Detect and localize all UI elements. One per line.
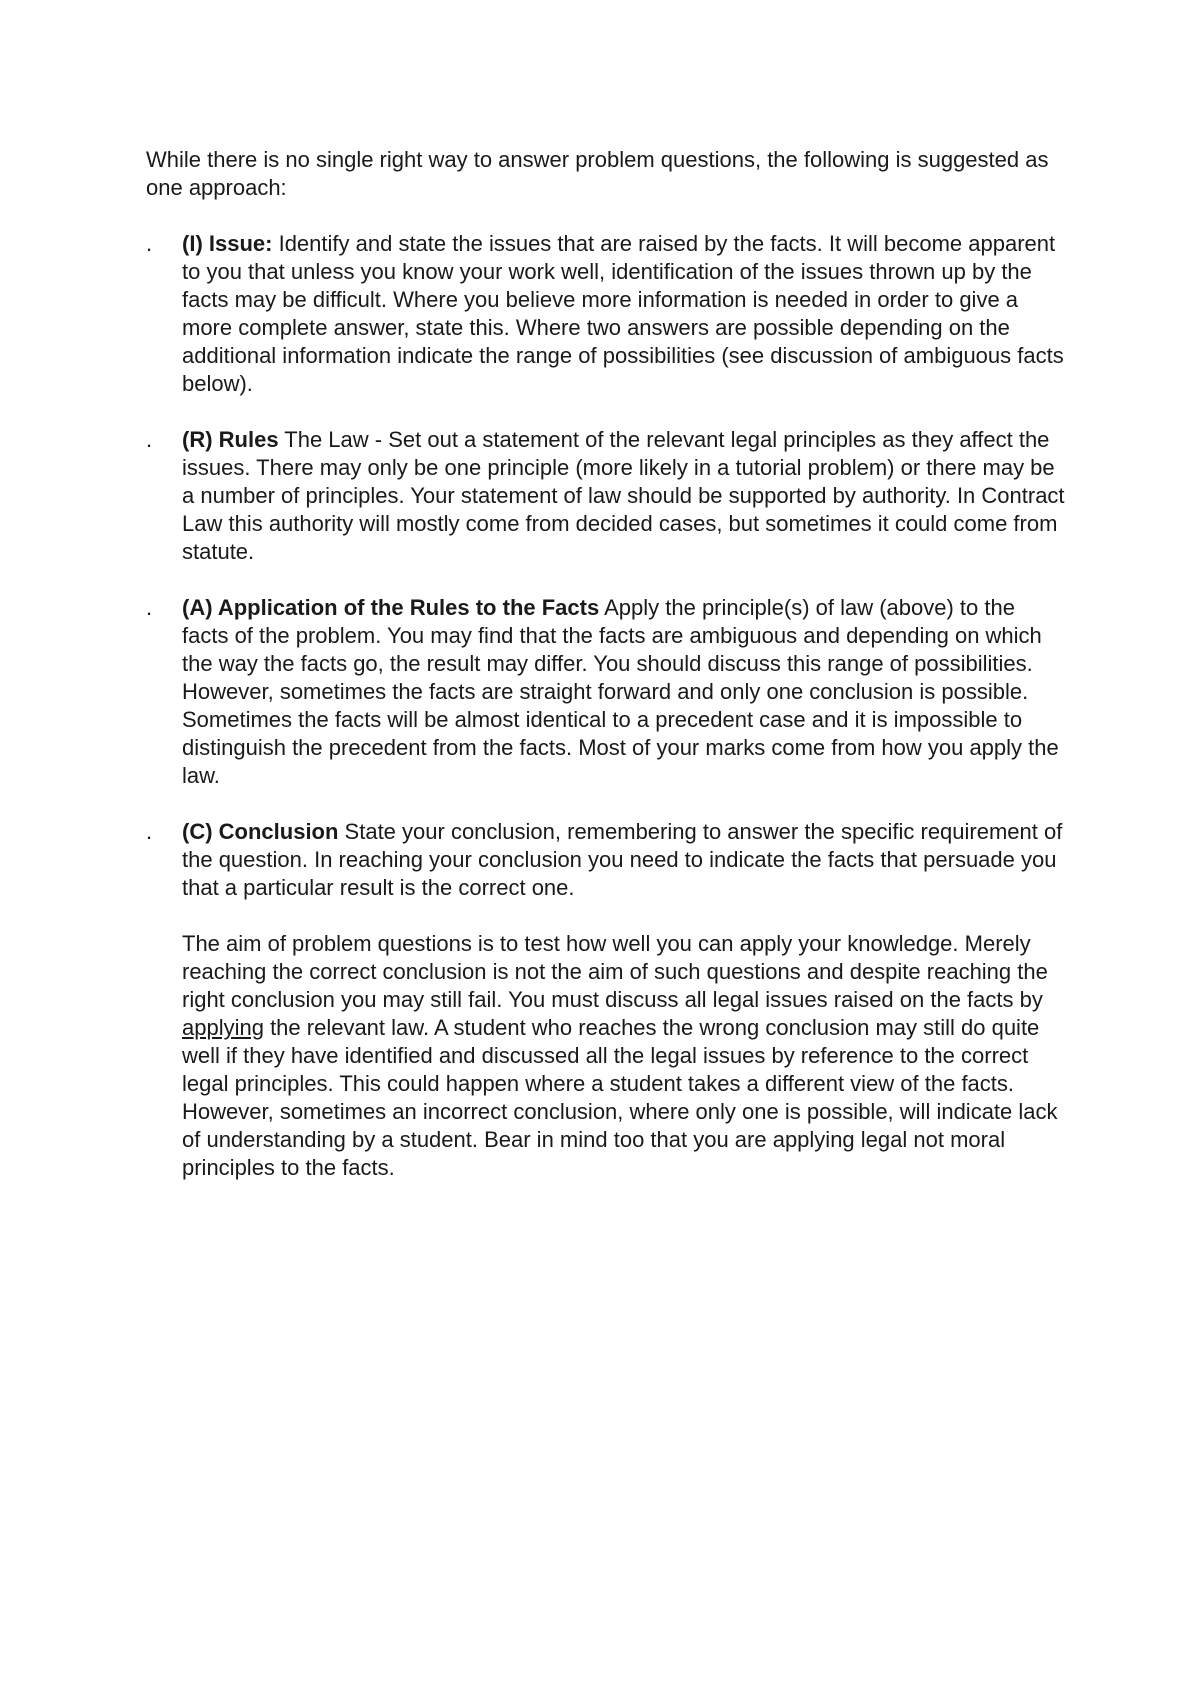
underlined-word: applying [182,1015,264,1040]
item-text-conclusion: State your conclusion, remembering to answer the specific requirement of the question. In reaching your conclusion you need to indicate the facts that persuade you that a particular result is the correct one. [182,819,1063,900]
list-item-conclusion [146,818,1066,902]
item-title-application: (A) Application of the Rules to the Facts [182,595,600,620]
list-bullet: . [146,231,153,256]
list-item-issue [146,230,1066,398]
closing-text-end: the relevant law. A student who reaches the wrong conclusion may still do quite well if they have identified and discussed all the legal issues by reference to the correct legal principles. This could happen where a student takes a different view of the facts. However, sometimes an incorrect conclusion, where only one is possible, will indicate lack of understanding by a student. Bear in mind too that you are applying legal not moral principles to the facts. [182,1015,1058,1180]
item-text-issue: Identify and state the issues that are raised by the facts. It will become apparent to you that unless you know your work well, identification of the issues thrown up by the facts may be difficult. Where you believe more information is needed in order to give a more complete answer, state this. Where two answers are possible depending on the additional information indicate the range of possibilities (see discussion of ambiguous facts below). [182,231,1064,396]
item-title-rules: (R) Rules [182,427,279,452]
list-bullet: . [146,819,153,844]
item-title-conclusion: (C) Conclusion [182,819,339,844]
list-bullet: . [146,427,153,452]
list-item-rules [146,426,1066,566]
document-body [146,146,1066,1182]
list-item-application [146,594,1066,790]
item-text-application: Apply the principle(s) of law (above) to the facts of the problem. You may find that the facts are ambiguous and depending on which the way the facts go, the result may differ. You should discuss this range of possibilities. However, sometimes the facts are straight forward and only one conclusion is possible. Sometimes the facts will be almost identical to a precedent case and it is impossible to distinguish the precedent from the facts. Most of your marks come from how you apply the law. [182,595,1059,788]
intro-paragraph: While there is no single right way to answer problem questions, the following is suggested as one approach: [146,147,1049,200]
item-text-rules: The Law - Set out a statement of the relevant legal principles as they affect the issues. There may only be one principle (more likely in a tutorial problem) or there may be a number of principles. Your statement of law should be supported by authority. In Contract Law this authority will mostly come from decided cases, but sometimes it could come from statute. [182,427,1065,564]
closing-paragraph [146,930,1066,1182]
list-bullet: . [146,595,153,620]
item-title-issue: (I) Issue: [182,231,273,256]
closing-text-start: The aim of problem questions is to test how well you can apply your knowledge. Merely reaching the correct conclusion is not the aim of such questions and despite reaching the right conclusion you may still fail. You must discuss all legal issues raised on the facts by [182,931,1048,1012]
